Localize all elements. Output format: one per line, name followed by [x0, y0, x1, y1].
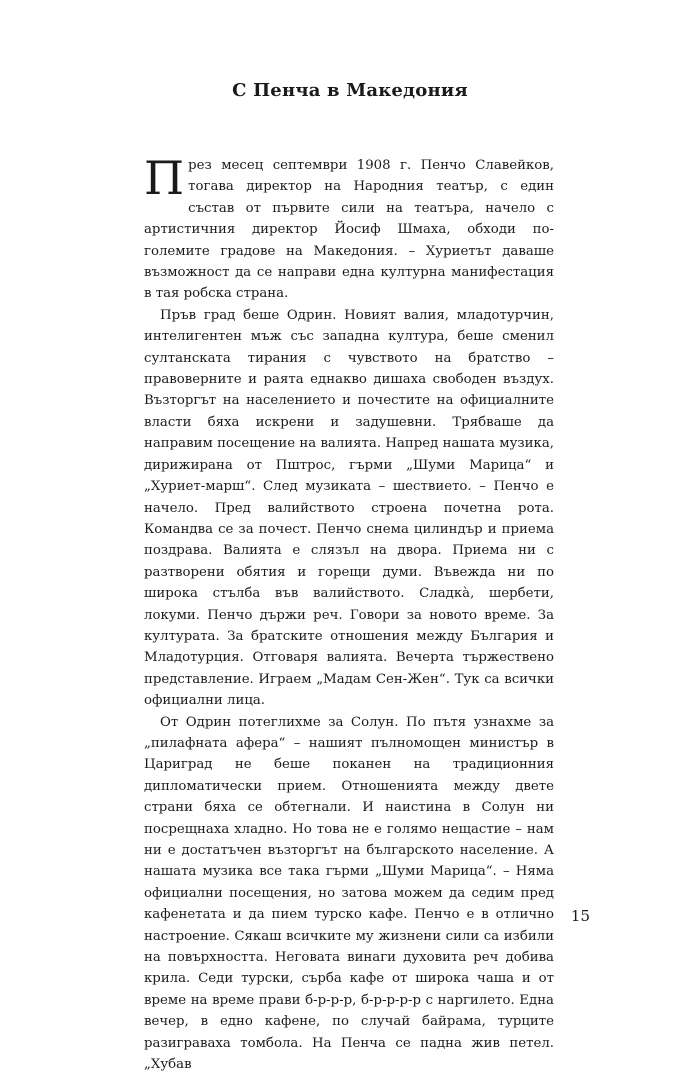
body-text	[144, 151, 554, 1075]
chapter-title: С Пенча в Македония	[232, 80, 468, 101]
paragraph-1-text: рез месец септември 1908 г. Пенчо Славейков, тогава директор на Народния театър, с един състав от първите сили на театъра, начело с артистичния директор Йосиф Шмаха, обходи по-големите градове на Македония. – Хуриетът даваше възможност да се направи една културна манифестация в тая робска страна.	[144, 158, 554, 302]
paragraph-3: От Одрин потеглихме за Солун. По пътя узнахме за „пилафната афера“ – нашият пълномощен министър в Цариград не беше поканен на традиционния дипломатически прием. Отношенията между двете страни бяха се обтегнали. И наистина в Солун ни посрещнаха хладно. Но това не е голямо нещастие – нам ни е достатъчен възторгът на българското население. А нашата музика все така гърми „Шуми Марица“. – Няма официални посещения, но затова можем да седим пред кафенетата и да пием турско кафе. Пенчо е в отлично настроение. Сякаш всичките му жизнени сили са избили на повърхността. Неговата винаги духовита реч добива крила. Седи турски, сърба кафе от широка чаша и от време на време прави б-р-р-р, б-р-р-р-р с наргилето. Една вечер, в едно кафене, по случай байрама, турците разиграваха томбола. На Пенча се падна жив петел. „Хубав	[144, 714, 554, 1073]
paragraph-2: Пръв град беше Одрин. Новият валия, младотурчин, интелигентен мъж със западна култура, беше сменил султанската тирания с чувството на братство – правоверните и раята еднакво дишаха свободен въздух. Възторгът на населението и почестите на официалните власти бяха искрени и задушевни. Трябваше да направим посещение на валията. Напред нашата музика, дирижирана от Пштрос, гърми „Шуми Марица“ и „Хуриет-марш“. След музиката – шествието. – Пенчо е начело. Пред валийството строена почетна рота. Командва се за почест. Пенчо снема цилиндър и приема поздрава. Валията е слязъл на двора. Приема ни с разтворени обятия и горещи думи. Въвежда ни по широка стълба във валийството. Сладкà, шербети, локуми. Пенчо държи реч. Говори за новото време. За културата. За братските отношения между България и Младотурция. Отговаря валията. Вечерта тържествено представление. Играем „Мадам Сен-Жен“. Тук са всички официални лица.	[144, 307, 554, 709]
page-number: 15	[570, 907, 590, 925]
paragraph-1	[144, 151, 554, 305]
drop-cap: П	[144, 151, 185, 205]
